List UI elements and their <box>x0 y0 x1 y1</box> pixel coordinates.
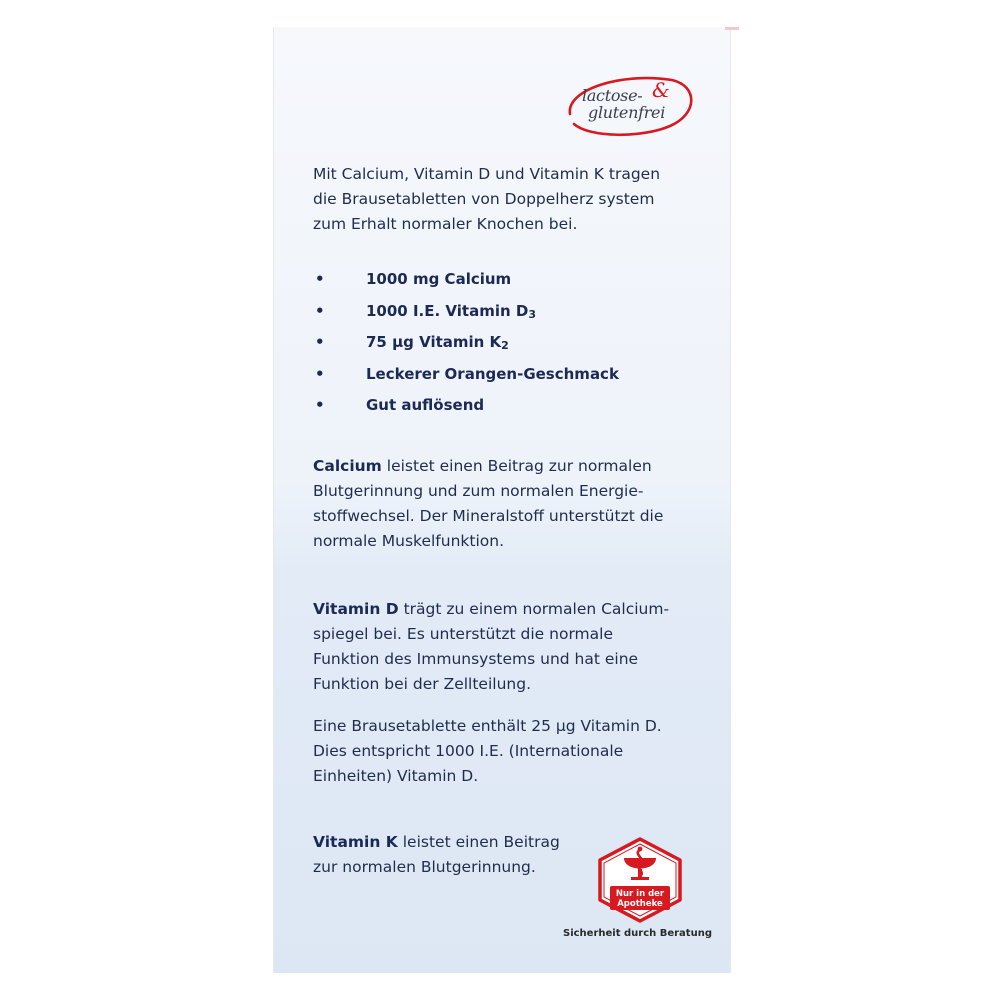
bullet-icon: • <box>315 301 325 320</box>
bullet-icon: • <box>315 270 325 288</box>
seal-line-2: glutenfrei <box>588 103 666 122</box>
bullet-icon: • <box>315 333 325 351</box>
bullet-icon: • <box>315 396 325 414</box>
top-edge-mark <box>725 27 739 30</box>
list-item <box>313 361 713 393</box>
dose-line: Dies entspricht 1000 I.E. (Internationale <box>313 742 624 760</box>
bullet-text: 1000 I.E. Vitamin D <box>366 301 529 320</box>
dose-line: Eine Brausetablette enthält 25 µg Vitamin D. <box>313 717 662 735</box>
calcium-paragraph <box>313 454 713 554</box>
intro-paragraph <box>313 162 713 237</box>
dose-line: Einheiten) Vitamin D. <box>313 767 479 785</box>
seal-line-1: lactose- <box>582 86 643 105</box>
subscript: 3 <box>528 307 536 321</box>
vitamin-d-paragraph <box>313 597 713 697</box>
lactose-glutenfree-seal <box>560 70 700 140</box>
vitamin-k-heading: Vitamin K <box>313 833 398 851</box>
intro-line: Mit Calcium, Vitamin D und Vitamin K tragen <box>313 165 661 183</box>
list-item <box>313 392 713 424</box>
vitamin-d-text: trägt zu einem normalen Calcium- <box>398 600 670 618</box>
bullet-text: Gut auflösend <box>366 396 485 414</box>
vitamin-k-line: zur normalen Blutgerinnung. <box>313 858 536 876</box>
seal-ampersand: & <box>652 78 670 102</box>
vitamin-d-dose-paragraph <box>313 714 713 789</box>
calcium-line: Blutgerinnung und zum normalen Energie- <box>313 482 644 500</box>
calcium-line: stoffwechsel. Der Mineralstoff unterstützt die <box>313 507 664 525</box>
calcium-text: leistet einen Beitrag zur normalen <box>381 457 652 475</box>
bullet-icon: • <box>315 364 325 383</box>
intro-line: die Brausetabletten von Doppelherz system <box>313 190 655 208</box>
apotheke-caption: Sicherheit durch Beratung <box>563 928 712 939</box>
benefits-list <box>313 266 713 424</box>
list-item <box>313 329 713 361</box>
vitamin-k-text: leistet einen Beitrag <box>397 833 560 851</box>
calcium-heading: Calcium <box>313 457 382 475</box>
vitamin-d-line: spiegel bei. Es unterstützt die normale <box>313 625 613 643</box>
calcium-line: normale Muskelfunktion. <box>313 532 505 550</box>
vitamin-d-line: Funktion bei der Zellteilung. <box>313 675 531 693</box>
intro-line: zum Erhalt normaler Knochen bei. <box>313 215 578 233</box>
vitamin-k-paragraph <box>313 830 583 880</box>
apotheke-line-1: Nur in der <box>615 889 665 899</box>
vitamin-d-heading: Vitamin D <box>313 600 399 618</box>
bullet-text: Leckerer Orangen-Geschmack <box>366 364 619 383</box>
bullet-text: 1000 mg Calcium <box>366 270 512 288</box>
bullet-text: 75 µg Vitamin K <box>366 333 502 351</box>
list-item <box>313 298 713 330</box>
apotheke-line-2: Apotheke <box>617 899 663 909</box>
apotheke-badge <box>596 836 684 924</box>
subscript: 2 <box>501 339 509 352</box>
vitamin-d-line: Funktion des Immunsystems und hat eine <box>313 650 639 668</box>
list-item <box>313 266 713 298</box>
pharmacy-hexagon-icon <box>596 836 684 924</box>
